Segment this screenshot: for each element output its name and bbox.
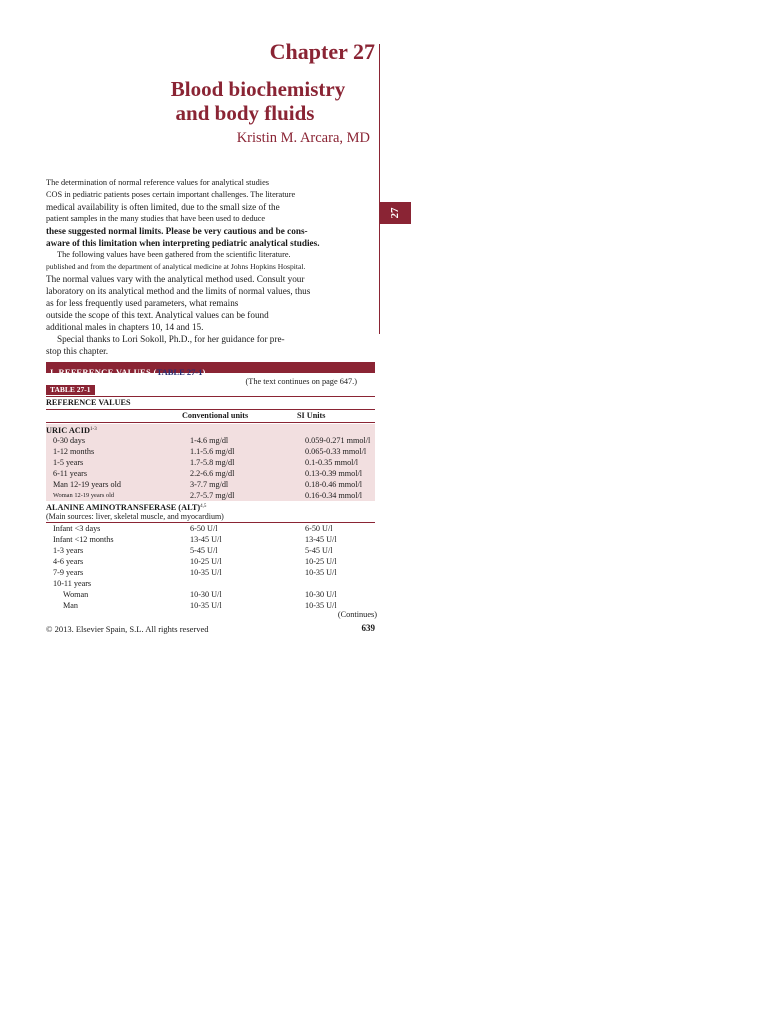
table-row [46,479,375,490]
conventional-value: 10-35 U/l [190,601,222,610]
table-row [46,578,375,589]
column-header-conventional: Conventional units [182,411,249,420]
table-group-name: ALANINE AMINOTRANSFERASE (ALT) [46,503,201,512]
si-value: 10-30 U/l [305,590,337,599]
row-label: 4-6 years [53,557,84,566]
row-label: Woman 12-19 years old [53,492,115,499]
author: Kristin M. Arcara, MD [236,130,370,146]
conventional-value: 10-30 U/l [190,590,222,599]
intro-line: additional males in chapters 10, 14 and 15. [46,322,204,332]
row-label: Infant <12 months [53,535,114,544]
si-value: 10-35 U/l [305,601,337,610]
intro-line: The following values have been gathered from the scientific literature. [57,250,291,259]
table-reference-link[interactable]: TABLE 27-1 [156,367,203,377]
table-row [46,534,375,545]
row-label: 0-30 days [53,436,86,445]
si-value: 0.18-0.46 mmol/l [305,480,363,489]
conventional-value: 10-35 U/l [190,568,222,577]
row-label: Man 12-19 years old [53,480,121,489]
column-header-si: SI Units [297,411,326,420]
section-heading: I. REFERENCE VALUES ( [50,367,157,377]
reference-superscript: 4,5 [200,504,207,509]
si-value: 0.065-0.33 mmol/l [305,447,367,456]
table-row [46,457,375,468]
row-label: 1-12 months [53,447,95,456]
conventional-value: 2.7-5.7 mg/dl [190,491,235,500]
row-label: 7-9 years [53,568,84,577]
table-row [46,523,375,534]
table-rule [46,409,375,410]
table-row [46,446,375,457]
chapter-thumb-tab [379,202,411,224]
si-value: 0.059-0.271 mmol/l [305,436,371,445]
table-row [46,490,375,501]
table-group-note: (Main sources: liver, skeletal muscle, and myocardium) [46,512,224,521]
intro-line: aware of this limitation when interpreting pediatric analytical studies. [46,238,320,248]
table-tag: TABLE 27-1 [46,385,95,395]
conventional-value: 2.2-6.6 mg/dl [190,469,235,478]
intro-line: these suggested normal limits. Please be very cautious and be cons- [46,226,308,236]
intro-line: stop this chapter. [46,346,109,356]
table-continues-note: (Continues) [337,610,377,619]
conventional-value: 1.1-5.6 mg/dl [190,447,235,456]
si-value: 10-35 U/l [305,568,337,577]
intro-line: as for less frequently used parameters, what remains [46,298,239,308]
si-value: 0.13-0.39 mmol/l [305,469,363,478]
copyright: © 2013. Elsevier Spain, S.L. All rights reserved [46,624,209,634]
si-value: 10-25 U/l [305,557,337,566]
chapter-tab-number: 27 [389,207,401,219]
intro-line: COS in pediatric patients poses certain important challenges. The literature [46,190,296,199]
intro-line: outside the scope of this text. Analytical values can be found [46,310,269,320]
table-group-name: URIC ACID [46,426,91,435]
table-row [46,545,375,556]
intro-line: The determination of normal reference values for analytical studies [46,178,269,187]
row-label: Woman [63,590,89,599]
chapter-title: Chapter 27 [269,39,375,64]
table-row [46,468,375,479]
table-title: REFERENCE VALUES [46,398,131,407]
row-label: 1-5 years [53,458,84,467]
row-label: 10-11 years [53,579,92,588]
si-value: 0.16-0.34 mmol/l [305,491,363,500]
intro-line: patient samples in the many studies that have been used to deduce [46,214,266,223]
si-value: 13-45 U/l [305,535,337,544]
reference-superscript: 1-3 [90,427,97,432]
row-label: Man [63,601,79,610]
row-label: Infant <3 days [53,524,101,533]
chapter-heading-line-1: Blood biochemistry [170,77,346,101]
table-rule [46,422,375,423]
page-number: 639 [361,623,375,633]
table-row [46,435,375,446]
table-row [46,567,375,578]
conventional-value: 1-4.6 mg/dl [190,436,229,445]
row-label: 6-11 years [53,469,88,478]
intro-line: published and from the department of analytical medicine at Johns Hopkins Hospital. [46,262,306,271]
conventional-value: 10-25 U/l [190,557,222,566]
conventional-value: 6-50 U/l [190,524,218,533]
section-heading-bar [46,362,375,377]
text-continues-note: (The text continues on page 647.) [245,377,357,386]
table-rule [46,396,375,397]
conventional-value: 1.7-5.8 mg/dl [190,458,235,467]
chapter-heading-line-2: and body fluids [175,101,315,125]
row-label: 1-3 years [53,546,84,555]
conventional-value: 13-45 U/l [190,535,222,544]
si-value: 0.1-0.35 mmol/l [305,458,358,467]
intro-line: Special thanks to Lori Sokoll, Ph.D., for her guidance for pre- [57,334,285,344]
intro-line: medical availability is often limited, due to the small size of the [46,202,280,212]
si-value: 6-50 U/l [305,524,333,533]
table-row [46,589,375,600]
si-value: 5-45 U/l [305,546,333,555]
table-row [46,556,375,567]
conventional-value: 3-7.7 mg/dl [190,480,229,489]
conventional-value: 5-45 U/l [190,546,218,555]
section-heading-close: ) [202,367,206,377]
intro-line: The normal values vary with the analytical method used. Consult your [46,274,305,284]
intro-line: laboratory on its analytical method and the limits of normal values, thus [46,286,311,296]
